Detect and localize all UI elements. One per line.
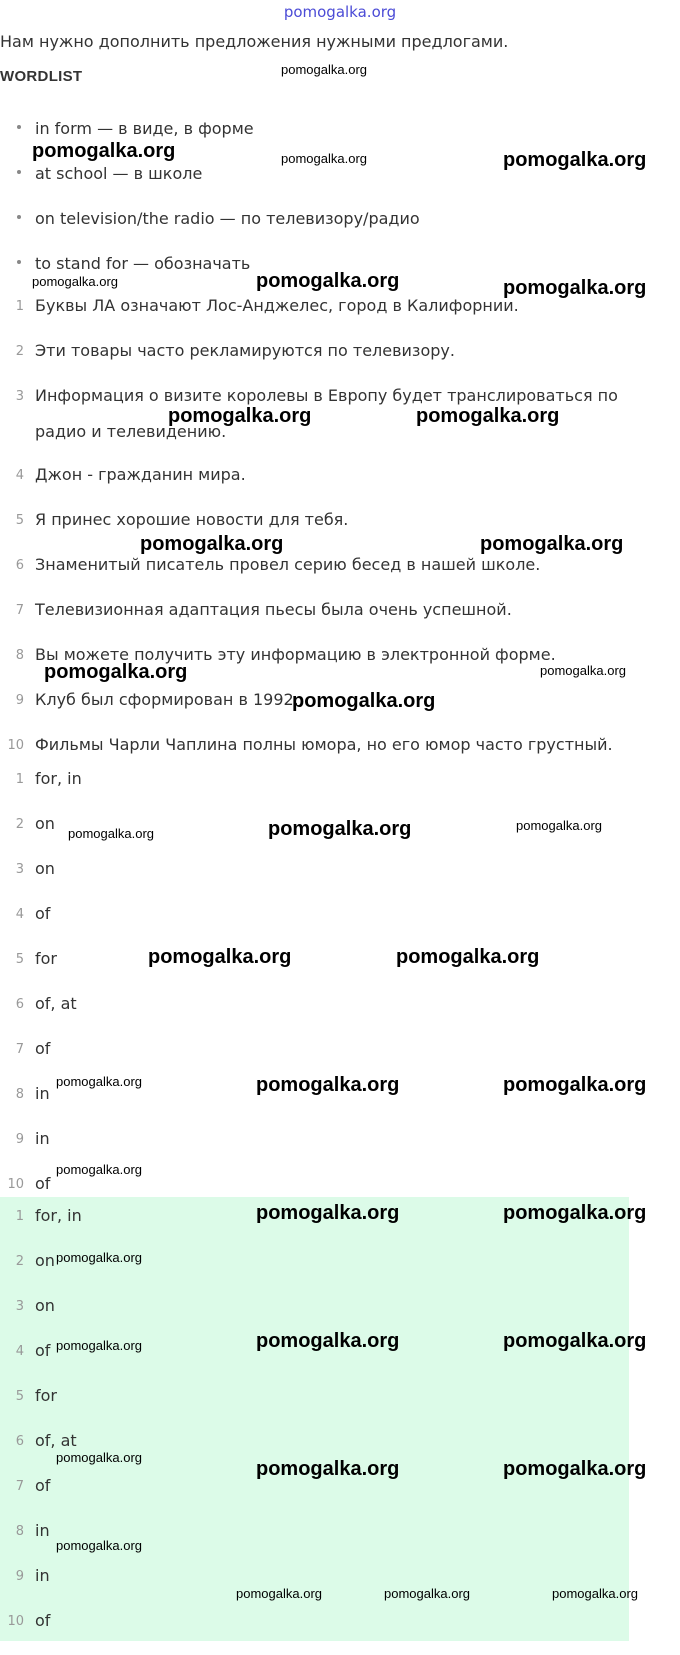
watermark: pomogalka.org	[32, 274, 118, 289]
solution-item: 3 on	[15, 1296, 55, 1315]
sentence-item: 4 Джон - гражданин мира.	[15, 465, 246, 484]
watermark: pomogalka.org	[56, 1450, 142, 1465]
watermark: pomogalka.org	[416, 405, 560, 427]
watermark: pomogalka.org	[503, 149, 647, 171]
solution-item: 6 of, at	[15, 1431, 77, 1450]
sentence-item: 1 Буквы ЛА означают Лос-Анджелес, город в Калифорнии.	[15, 296, 519, 315]
answer-item: 3 on	[15, 859, 55, 878]
solution-list	[0, 1205, 680, 1655]
solution-item: 10 of	[7, 1611, 51, 1630]
solution-item: 8 in	[15, 1521, 50, 1540]
sentence-item: 8 Вы можете получить эту информацию в электронной форме.	[15, 645, 556, 664]
solution-item: 4 of	[15, 1341, 51, 1360]
watermark: pomogalka.org	[56, 1162, 142, 1177]
watermark: pomogalka.org	[503, 1074, 647, 1096]
answer-item: 10 of	[7, 1174, 51, 1193]
watermark: pomogalka.org	[56, 1250, 142, 1265]
watermark: pomogalka.org	[256, 1074, 400, 1096]
answer-item: 8 in	[15, 1084, 50, 1103]
answer-list	[0, 768, 680, 1218]
sentence-item: 9 Клуб был сформирован в 1992.	[15, 690, 299, 709]
sentence-item: 6 Знаменитый писатель провел серию бесед в нашей школе.	[15, 555, 541, 574]
watermark: pomogalka.org	[503, 1458, 647, 1480]
watermark: pomogalka.org	[256, 1202, 400, 1224]
solution-item: 1 for, in	[15, 1206, 82, 1225]
wordlist-item: at school — в школе	[0, 163, 660, 208]
sentence-item: 3 Информация о визите королевы в Европу будет транслироваться по радио и телевидению.	[15, 386, 618, 441]
watermark: pomogalka.org	[56, 1538, 142, 1553]
answer-item: 7 of	[15, 1039, 51, 1058]
watermark: pomogalka.org	[148, 946, 292, 968]
answer-item: 4 of	[15, 904, 51, 923]
watermark: pomogalka.org	[140, 533, 284, 555]
wordlist-item: on television/the radio — по телевизору/радио	[0, 208, 660, 253]
wordlist-title: WORDLIST	[0, 68, 83, 85]
solution-item: 2 on	[15, 1251, 55, 1270]
wordlist	[0, 118, 660, 298]
answer-item: 2 on	[15, 814, 55, 833]
answer-item: 1 for, in	[15, 769, 82, 788]
watermark: pomogalka.org	[281, 151, 367, 166]
watermark: pomogalka.org	[516, 818, 602, 833]
watermark: pomogalka.org	[396, 946, 540, 968]
watermark: pomogalka.org	[68, 826, 154, 841]
bullet-icon	[17, 215, 21, 219]
watermark: pomogalka.org	[256, 1458, 400, 1480]
watermark: pomogalka.org	[503, 277, 647, 299]
watermark: pomogalka.org	[168, 405, 312, 427]
bullet-icon	[17, 125, 21, 129]
watermark: pomogalka.org	[384, 1586, 470, 1601]
watermark: pomogalka.org	[503, 1330, 647, 1352]
watermark: pomogalka.org	[32, 140, 176, 162]
watermark: pomogalka.org	[256, 270, 400, 292]
watermark: pomogalka.org	[292, 690, 436, 712]
solution-item: 9 in	[15, 1566, 50, 1585]
watermark: pomogalka.org	[56, 1338, 142, 1353]
answer-item: 9 in	[15, 1129, 50, 1148]
watermark: pomogalka.org	[268, 818, 412, 840]
watermark: pomogalka.org	[256, 1330, 400, 1352]
solution-item: 7 of	[15, 1476, 51, 1495]
sentence-item: 2 Эти товары часто рекламируются по телевизору.	[15, 341, 455, 360]
answer-item: 6 of, at	[15, 994, 77, 1013]
watermark: pomogalka.org	[480, 533, 624, 555]
watermark: pomogalka.org	[44, 661, 188, 683]
bullet-icon	[17, 170, 21, 174]
watermark: pomogalka.org	[281, 62, 367, 77]
answer-item: 5 for	[15, 949, 57, 968]
sentence-item: 5 Я принес хорошие новости для тебя.	[15, 510, 349, 529]
bullet-icon	[17, 260, 21, 264]
sentence-item: 10 Фильмы Чарли Чаплина полны юмора, но его юмор часто грустный.	[7, 735, 613, 754]
site-header-link[interactable]: pomogalka.org	[283, 3, 397, 21]
watermark: pomogalka.org	[56, 1074, 142, 1089]
solution-item: 5 for	[15, 1386, 57, 1405]
wordlist-item: to stand for — обозначать	[0, 253, 660, 298]
sentence-list	[0, 295, 680, 779]
watermark: pomogalka.org	[236, 1586, 322, 1601]
sentence-item: 7 Телевизионная адаптация пьесы была очень успешной.	[15, 600, 512, 619]
watermark: pomogalka.org	[503, 1202, 647, 1224]
wordlist-item: in form — в виде, в форме	[0, 118, 660, 163]
watermark: pomogalka.org	[540, 663, 626, 678]
watermark: pomogalka.org	[552, 1586, 638, 1601]
task-instruction: Нам нужно дополнить предложения нужными предлогами.	[0, 32, 509, 51]
